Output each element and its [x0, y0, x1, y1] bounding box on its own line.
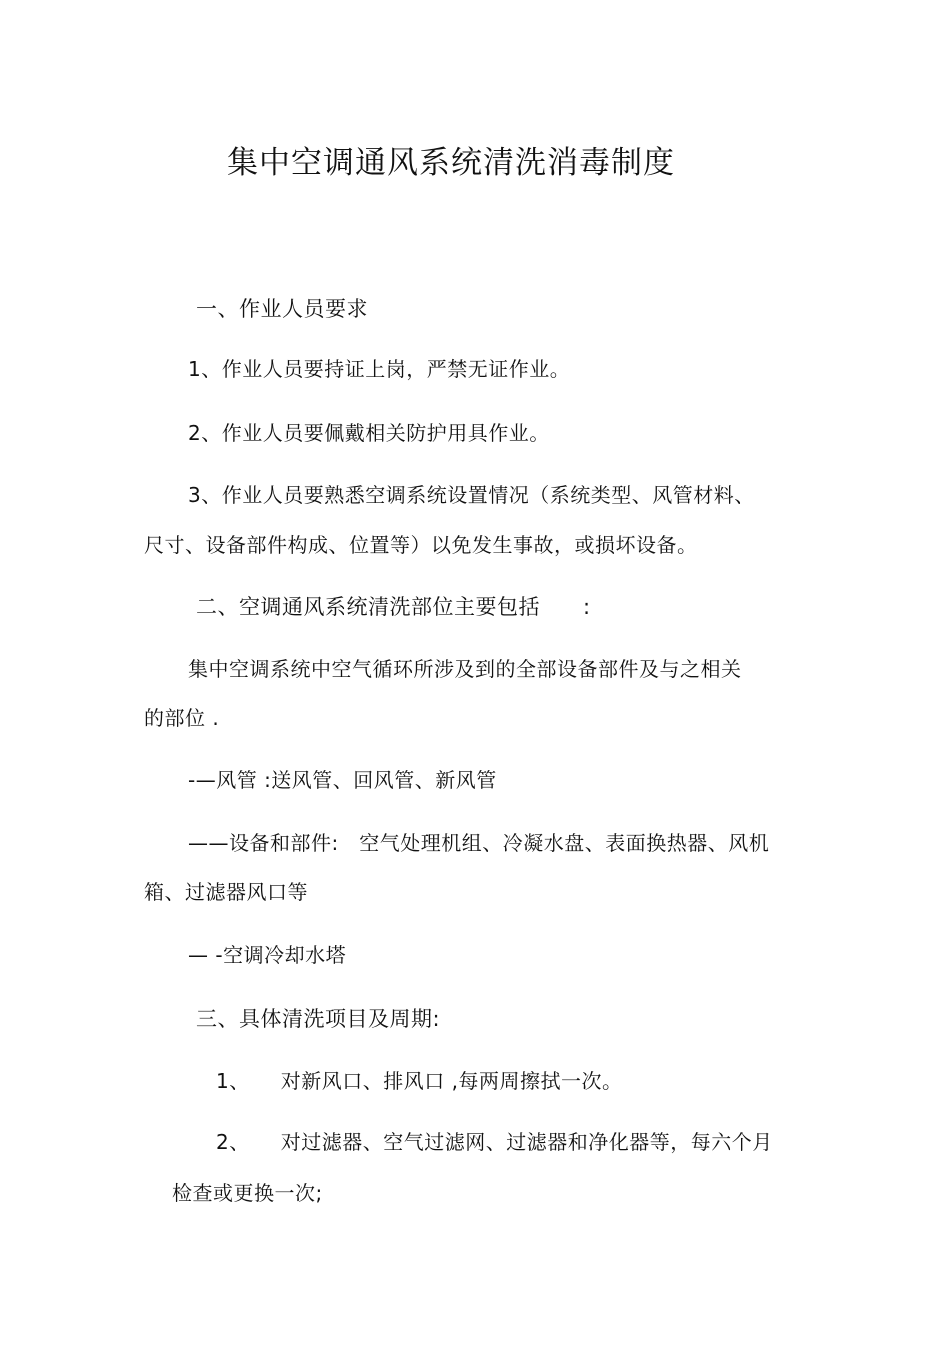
section-2-equipment-line-2: 箱、过滤器风口等 — [144, 880, 308, 904]
section-2-intro-line-2: 的部位 . — [144, 706, 220, 730]
section-3-heading: 三、具体清洗项目及周期: — [196, 1007, 441, 1031]
section-2-heading: 二、空调通风系统清洗部位主要包括 : — [196, 595, 591, 619]
section-1-heading: 一、作业人员要求 — [196, 297, 368, 321]
section-1-item-3-line-1: 3、作业人员要熟悉空调系统设置情况（系统类型、风管材料、 — [188, 483, 755, 507]
document-title: 集中空调通风系统清洗消毒制度 — [227, 145, 675, 181]
section-3-item-2-line-2: 检查或更换一次; — [172, 1181, 323, 1205]
section-1-item-3-line-2: 尺寸、设备部件构成、位置等）以免发生事故，或损坏设备。 — [144, 533, 698, 557]
section-1-item-1: 1、作业人员要持证上岗，严禁无证作业。 — [188, 357, 571, 381]
section-3-item-2-line-1: 2、 对过滤器、空气过滤网、过滤器和净化器等，每六个月 — [216, 1130, 773, 1154]
section-1-item-2: 2、作业人员要佩戴相关防护用具作业。 — [188, 421, 550, 445]
section-3-item-1: 1、 对新风口、排风口 ,每两周擦拭一次。 — [216, 1069, 623, 1093]
section-2-duct-line: -—风管 :送风管、回风管、新风管 — [188, 768, 497, 792]
section-2-intro-line-1: 集中空调系统中空气循环所涉及到的全部设备部件及与之相关 — [188, 657, 742, 681]
section-2-equipment-line-1: ——设备和部件: 空气处理机组、冷凝水盘、表面换热器、风机 — [188, 831, 770, 855]
section-2-tower-line: — -空调冷却水塔 — [188, 943, 347, 967]
